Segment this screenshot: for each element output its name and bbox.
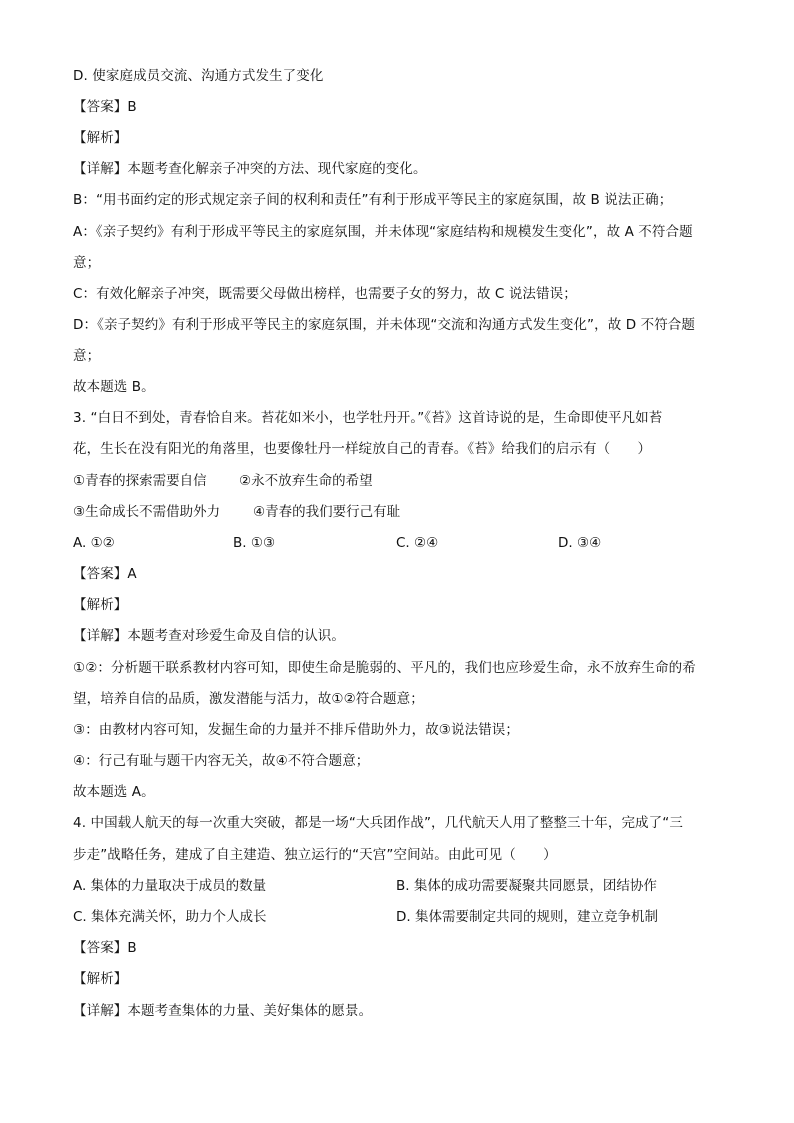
q3-option-c: C. ②④ — [396, 535, 439, 551]
q2-explanation-d-line1: D：《亲子契约》有利于形成平等民主的家庭氛围，并未体现“交流和沟通方式发生变化”，故 D 不符合题 — [73, 317, 696, 333]
q3-conclusion: 故本题选 A。 — [73, 784, 155, 800]
q4-option-a: A. 集体的力量取决于成员的数量 — [73, 878, 267, 894]
q2-explanation-d-line2: 意； — [73, 348, 101, 364]
q3-answer: 【答案】A — [73, 566, 137, 582]
q3-option-d: D. ③④ — [558, 535, 602, 551]
q3-analysis-label: 【解析】 — [73, 597, 128, 613]
q3-item-1: ①青春的探索需要自信 — [73, 473, 207, 489]
q2-analysis-label: 【解析】 — [73, 130, 128, 146]
q2-explanation-b: B：“用书面约定的形式规定亲子间的权利和责任”有利于形成平等民主的家庭氛围，故 B 说法正确； — [73, 192, 673, 208]
q4-option-d: D. 集体需要制定共同的规则，建立竞争机制 — [396, 909, 658, 925]
q4-answer: 【答案】B — [73, 940, 137, 956]
q3-explanation-line3: ③：由教材内容可知，发掘生命的力量并不排斥借助外力，故③说法错误； — [73, 722, 520, 738]
q3-stem-line2: 花，生长在没有阳光的角落里，也要像牡丹一样绽放自己的青春。《苔》给我们的启示有（ ） — [73, 441, 652, 457]
q3-explanation-line1: ①②：分析题干联系教材内容可知，即使生命是脆弱的、平凡的，我们也应珍爱生命，永不放弃生命的希 — [73, 660, 696, 676]
q2-answer: 【答案】B — [73, 99, 137, 115]
q2-explanation-c: C：有效化解亲子冲突，既需要父母做出榜样，也需要子女的努力，故 C 说法错误； — [73, 286, 577, 302]
q2-explanation-a-line1: A：《亲子契约》有利于形成平等民主的家庭氛围，并未体现“家庭结构和规模发生变化”，故 A 不符合题 — [73, 224, 693, 240]
q2-detail: 【详解】本题考查化解亲子冲突的方法、现代家庭的变化。 — [73, 161, 427, 177]
q3-item-3: ③生命成长不需借助外力 — [73, 504, 221, 520]
q2-explanation-a-line2: 意； — [73, 255, 101, 271]
q4-option-b: B. 集体的成功需要凝聚共同愿景，团结协作 — [396, 878, 657, 894]
q4-detail: 【详解】本题考查集体的力量、美好集体的愿景。 — [73, 1003, 373, 1019]
q2-option-d: D. 使家庭成员交流、沟通方式发生了变化 — [73, 68, 324, 84]
q2-conclusion: 故本题选 B。 — [73, 379, 155, 395]
q3-item-4: ④青春的我们要行己有耻 — [253, 504, 401, 520]
q3-explanation-line2: 望，培养自信的品质，激发潜能与活力，故①②符合题意； — [73, 691, 424, 707]
q3-explanation-line4: ④：行己有耻与题干内容无关，故④不符合题意； — [73, 753, 370, 769]
q4-option-c: C. 集体充满关怀，助力个人成长 — [73, 909, 267, 925]
q3-detail: 【详解】本题考查对珍爱生命及自信的认识。 — [73, 628, 345, 644]
q4-analysis-label: 【解析】 — [73, 971, 128, 987]
q3-item-2: ②永不放弃生命的希望 — [239, 473, 373, 489]
q4-stem-line1: 4. 中国载人航天的每一次重大突破，都是一场“大兵团作战”，几代航天人用了整整三十年，完成了“三 — [73, 815, 683, 831]
q3-stem-line1: 3. “白日不到处，青春恰自来。苔花如米小，也学牡丹开。”《苔》这首诗说的是，生命即使平凡如苔 — [73, 410, 663, 426]
q3-option-a: A. ①② — [73, 535, 115, 551]
q4-stem-line2: 步走”战略任务，建成了自主建造、独立运行的“天宫”空间站。由此可见（ ） — [73, 847, 557, 863]
q3-option-b: B. ①③ — [233, 535, 276, 551]
